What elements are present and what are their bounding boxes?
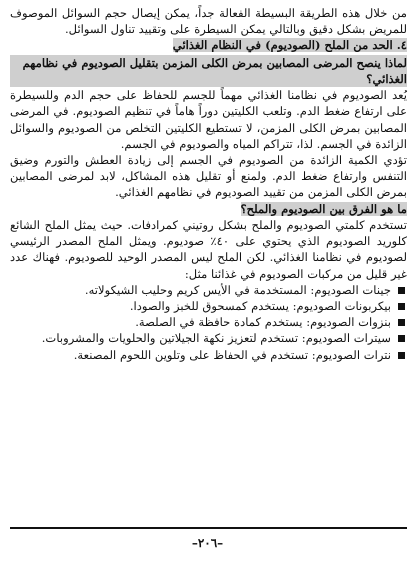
square-bullet-icon: [398, 335, 405, 342]
list-item: نترات الصوديوم: تستخدم في الحفاظ على وتلوين اللحوم المصنعة.: [10, 347, 407, 363]
paragraph-sodium-role: يُعد الصوديوم في نظامنا الغذائي مهماً للجسم للحفاظ على حجم الدم وللسيطرة على ارتفاع ضغط الدم. وتلعب الكليتين دوراً هاماً في تنظيم الصوديوم. في المرضى المصابين بمرض الكلى المزمن، لا تستطيع الكليتين التخلص من الصوديوم والسوائل الزائدة في الجسم. لذا، تتراكم المياه والصوديوم في الجسم.: [10, 88, 407, 151]
sodium-compounds-list: [10, 282, 407, 363]
section-heading: [10, 37, 407, 53]
intro-paragraph: من خلال هذه الطريقة البسيطة الفعالة جداً، يمكن إيصال حجم السوائل الموصوف للمريض بشكل دقيق وبالتالي يمكن السيطرة على وتقييد تناول السوائل.: [10, 6, 407, 37]
square-bullet-icon: [398, 319, 405, 326]
question-heading-salt-difference: [10, 201, 407, 217]
section-heading-text: ٤. الحد من الملح (الصوديوم) في النظام الغذائي: [172, 38, 407, 53]
list-item: سيترات الصوديوم: تستخدم لتعزيز نكهة الجيلاتين والحلويات والمشروبات.: [10, 330, 407, 346]
list-item: جينات الصوديوم: المستخدمة في الأيس كريم وحليب الشيكولاته.: [10, 282, 407, 298]
paragraph-excess-sodium: تؤدي الكمية الزائدة من الصوديوم في الجسم إلى زيادة العطش والتورم وضيق التنفس وارتفاع ضغط الدم. ولمنع أو تقليل هذه المشاكل، لابد لمرضى المصابين بمرض الكلى المزمن من تقييد الصوديوم في نظامهم الغذائي.: [10, 152, 407, 200]
question-heading-sodium-reduction: لماذا ينصح المرضى المصابين بمرض الكلى المزمن بتقليل الصوديوم في نظامهم الغذائي؟: [10, 55, 407, 87]
question-heading-salt-difference-text: ما هو الفرق بين الصوديوم والملح؟: [240, 201, 407, 216]
square-bullet-icon: [398, 352, 405, 359]
list-item: بيكربونات الصوديوم: يستخدم كمسحوق للخبز والصودا.: [10, 298, 407, 314]
footer-divider: [10, 527, 407, 529]
square-bullet-icon: [398, 287, 405, 294]
list-item: بنزوات الصوديوم: يستخدم كمادة حافظة في الصلصة.: [10, 314, 407, 330]
square-bullet-icon: [398, 303, 405, 310]
page-number: –٢٠٦–: [191, 536, 224, 550]
paragraph-salt-vs-sodium: تستخدم كلمتي الصوديوم والملح بشكل روتيني كمرادفات. حيث يمثل الملح الشائع كلوريد الصوديوم الذي يحتوي على ٤٠٪ صوديوم. ويمثل الملح المصدر الرئيسي لصوديوم في نظامنا الغذائي. لكن الملح ليس المصدر الوحيد للصوديوم. فهناك عدد غير قليل من مركبات الصوديوم في غذائنا مثل:: [10, 217, 407, 281]
